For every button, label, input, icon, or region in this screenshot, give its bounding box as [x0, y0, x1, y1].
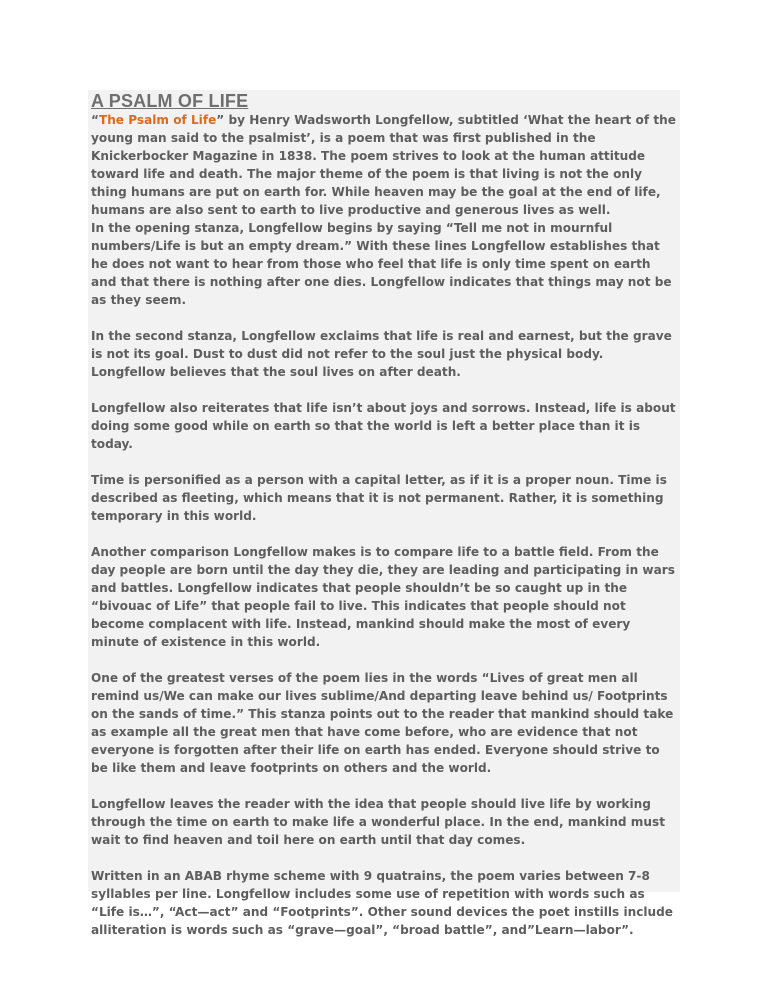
paragraph-second-stanza: In the second stanza, Longfellow exclaims that life is real and earnest, but the grave is not its goal. Dust to dust did not refer to the soul just the physical body. Longfellow believes that the soul lives on after death.	[91, 329, 672, 379]
document-text-block	[88, 90, 680, 937]
intro-text: ” by Henry Wadsworth Longfellow, subtitled ‘What the heart of the young man said to the psalmist’, is a poem that was first published in the Knickerbocker Magazine in 1838. The poem strives to look at the human attitude toward life and death. The major theme of the poem is that living is not the only thing humans are put on earth for. While heaven may be the goal at the end of life, humans are also sent to earth to live productive and generous lives as well.	[91, 113, 676, 217]
paragraph-opening-stanza: In the opening stanza, Longfellow begins by saying “Tell me not in mournful numbers/Life is but an empty dream.” With these lines Longfellow establishes that he does not want to hear from those who feel that life is only time spent on earth and that there is nothing after one dies. Longfellow indicates that things may not be as they seem.	[91, 221, 672, 307]
poem-title-highlight: The Psalm of Life	[98, 113, 217, 127]
paragraph-rhyme-scheme: Written in an ABAB rhyme scheme with 9 quatrains, the poem varies between 7-8 syllables per line. Longfellow includes some use of repetition with words such as “Life is…”, “Act—act” and “Footprints”. Other sound devices the poet instills include alliteration is words such as “grave—goal”, “broad battle”, and”Learn—labor”.	[91, 869, 673, 937]
intro-paragraph	[91, 111, 677, 219]
paragraph-joys-sorrows: Longfellow also reiterates that life isn’t about joys and sorrows. Instead, life is about doing some good while on earth so that the world is left a better place than it is today.	[91, 401, 676, 451]
paragraph-closing: Longfellow leaves the reader with the idea that people should live life by working through the time on earth to make life a wonderful place. In the end, mankind must wait to find heaven and toil here on earth until that day comes.	[91, 797, 665, 847]
document-title: A PSALM OF LIFE	[91, 91, 249, 111]
paragraph-battle-field: Another comparison Longfellow makes is to compare life to a battle field. From the day people are born until the day they die, they are leading and participating in wars and battles. Longfellow indicates that people shouldn’t be so caught up in the “bivouac of Life” that people fail to live. This indicates that people should not become complacent with life. Instead, mankind should make the most of every minute of existence in this world.	[91, 545, 675, 649]
paragraph-time: Time is personified as a person with a capital letter, as if it is a proper noun. Time is described as fleeting, which means that it is not permanent. Rather, it is something temporary in this world.	[91, 473, 667, 523]
paragraph-great-men: One of the greatest verses of the poem lies in the words “Lives of great men all remind us/We can make our lives sublime/And departing leave behind us/ Footprints on the sands of time.” This stanza points out to the reader that mankind should take as example all the great men that have come before, who are evidence that not everyone is forgotten after their life on earth has ended. Everyone should strive to be like them and leave footprints on others and the world.	[91, 671, 674, 775]
intro-open-quote: “	[91, 113, 99, 127]
